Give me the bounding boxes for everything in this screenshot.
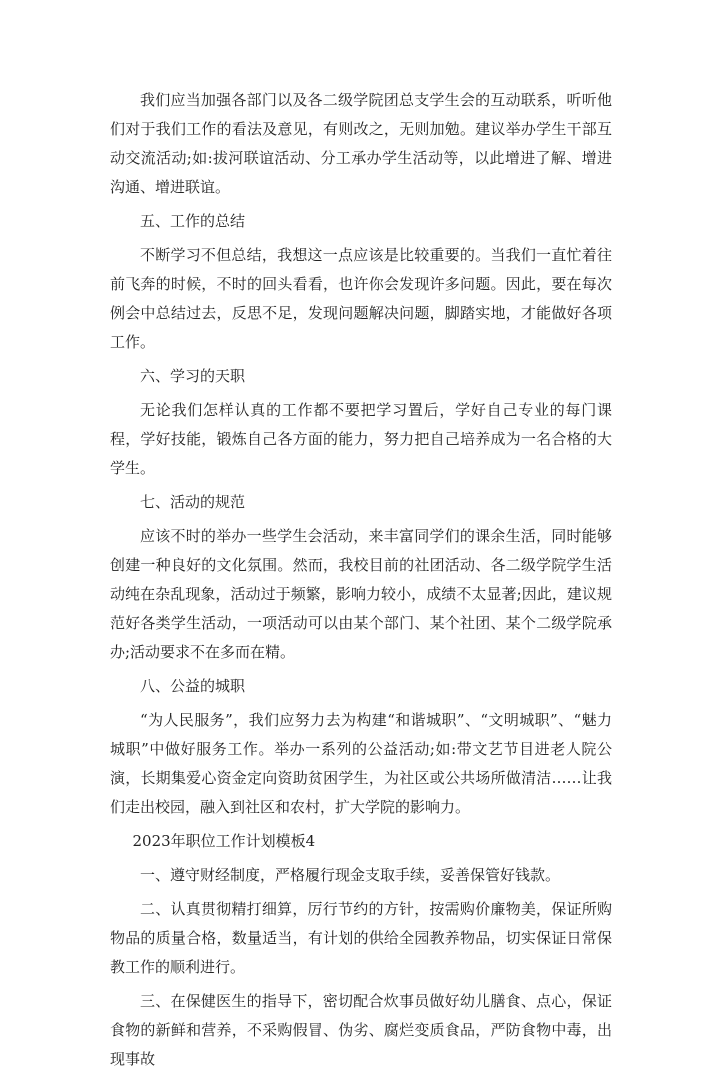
- heading-activity-standard: 七、活动的规范: [140, 493, 246, 511]
- paragraph-learning-duty: 无论我们怎样认真的工作都不要把学习置后，学好自己专业的每门课程，学好技能，锻炼自己各方面的能力，努力把自己培养成为一名合格的大学生。: [110, 401, 612, 477]
- section-title-template-4: 2023年职位工作计划模板4: [132, 832, 316, 850]
- paragraph-activity-standard: 应该不时的举办一些学生会活动，来丰富同学们的课余生活，同时能够创建一种良好的文化氛围。然而，我校目前的社团活动、各二级学院学生活动纯在杂乱现象，活动过于频繁，影响力较小，成绩不太显著;因此，建议规范好各类学生活动，一项活动可以由某个部门、某个社团、某个二级学院承办;活动要求不在多而在精。: [110, 527, 612, 661]
- heading-learning-duty: 六、学习的天职: [140, 367, 246, 385]
- paragraph-work-summary: 不断学习不但总结，我想这一点应该是比较重要的。当我们一直忙着往前飞奔的时候，不时的回头看看，也许你会发现许多问题。因此，要在每次例会中总结过去，反思不足，发现问题解决问题，脚踏实地，才能做好各项工作。: [110, 246, 612, 351]
- heading-work-summary: 五、工作的总结: [140, 212, 246, 230]
- paragraph-food-safety: 三、在保健医生的指导下，密切配合炊事员做好幼儿膳食、点心，保证食物的新鲜和营养，不采购假冒、伪劣、腐烂变质食品，严防食物中毒，出现事故: [110, 992, 612, 1068]
- document-body: [110, 86, 612, 1074]
- heading-public-welfare: 八、公益的城职: [140, 677, 246, 695]
- paragraph-cooperation: 我们应当加强各部门以及各二级学院团总支学生会的互动联系，听听他们对于我们工作的看法及意见，有则改之，无则加勉。建议举办学生干部互动交流活动;如:拔河联谊活动、分工承办学生活动等，以此增进了解、增进沟通、增进联谊。: [110, 91, 612, 196]
- paragraph-public-welfare: “为人民服务”，我们应努力去为构建“和谐城职”、“文明城职”、“魅力城职”中做好服务工作。举办一系列的公益活动;如:带文艺节目进老人院公演，长期集爱心资金定向资助贫困学生，为社区或公共场所做清洁……让我们走出校园，融入到社区和农村，扩大学院的影响力。: [110, 711, 612, 816]
- paragraph-finance-rules: 一、遵守财经制度，严格履行现金支取手续，妥善保管好钱款。: [140, 866, 561, 884]
- paragraph-frugal-purchase: 二、认真贯彻精打细算，厉行节约的方针，按需购价廉物美，保证所购物品的质量合格，数量适当，有计划的供给全园教养物品，切实保证日常保教工作的顺利进行。: [110, 900, 612, 976]
